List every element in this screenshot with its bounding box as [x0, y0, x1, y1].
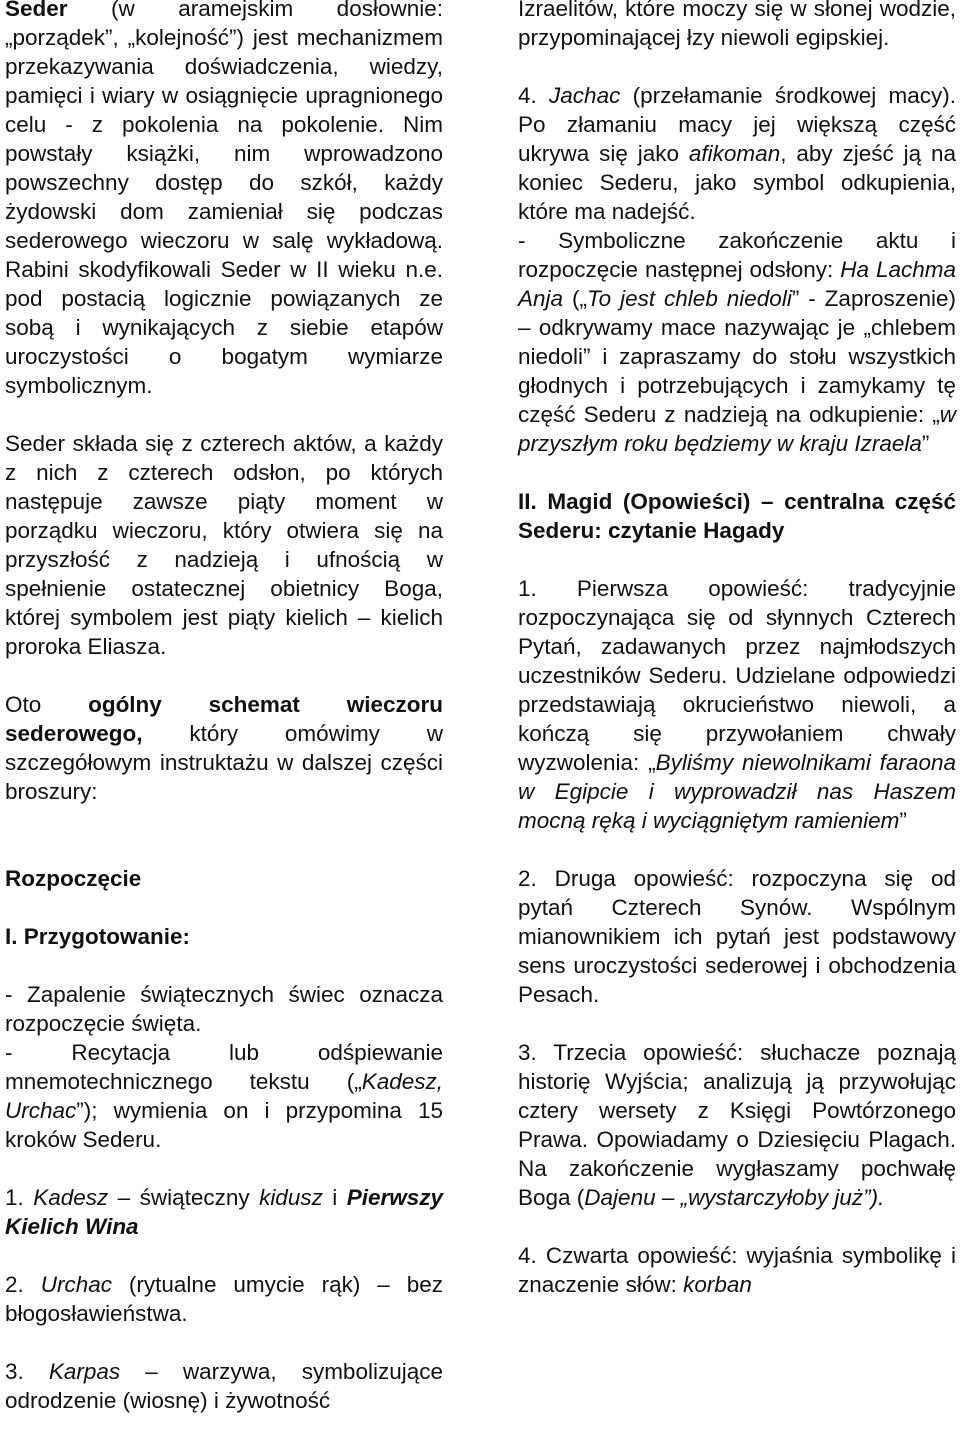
story-fourth: [518, 1241, 956, 1299]
schema-text-a: Oto: [5, 692, 89, 717]
step3-text: – warzywa, symbolizujące odrodzenie (wiosnę) i żywotność: [5, 1359, 443, 1413]
story-second: 2. Druga opowieść: rozpoczyna się od pytań Czterech Synów. Wspólnym mianownikiem ich pytań jest podstawowy sens uroczystości sederowej i obchodzenia Pesach.: [518, 866, 956, 1007]
step1-number: 1.: [5, 1185, 34, 1210]
sym-ha-lachma: Ha Lachma Anja: [518, 257, 956, 311]
right-column: [518, 0, 956, 1299]
step4-text-a: (przełamanie środkowej macy). Po złamaniu macy jej większą część ukrywa się jako: [518, 83, 956, 166]
heading-magid: II. Magid (Opowieści) – centralna część Sederu: czytanie Hagady: [518, 489, 956, 543]
story-first: [518, 574, 956, 835]
schema-text-b: który omówimy w szczegółowym instruktażu w dalszej części broszury:: [5, 721, 443, 804]
story3-text: 3. Trzecia opowieść: słuchacze poznają historię Wyjścia; analizują ją przywołując cztery wersety z Księgi Powtórzonego Prawa. Opowiadamy o Dziesięciu Plagach. Na zakończenie wygłaszamy pochwałę Boga (: [518, 1040, 956, 1210]
step4-jachac: Jachac: [549, 83, 621, 108]
heading-preparation: I. Przygotowanie:: [5, 924, 191, 949]
heading-start: Rozpoczęcie: [5, 866, 142, 891]
step1-first-cup: Pierwszy Kielich Wina: [5, 1185, 443, 1239]
step-jachac: [518, 81, 956, 226]
acts-paragraph: Seder składa się z czterech aktów, a każdy z nich z czterech odsłon, po których następuje zawsze piąty moment w porządku wieczoru, który otwiera się na przyszłość z nadzieją i ufnością w spełnienie ostatecznej obietnicy Boga, której symbolem jest piąty kielich – kielich proroka Eliasza.: [5, 431, 443, 659]
left-column: [5, 0, 443, 1415]
intro-text: (w aramejskim dosłownie: „porządek”, „kolejność”) jest mechanizmem przekazywania doświadczenia, wiedzy, pamięci i wiary w osiągnięcie upragnionego celu - z pokolenia na pokolenie. Nim powstały książki, nim wprowadzono powszechny dostęp do szkół, każdy żydowski dom zamieniał się podczas sederowego wieczoru w salę wykładową. Rabini skodyfikowali Seder w II wieku n.e. pod postacią logicznie powiązanych ze sobą i wynikających z siebie etapów uroczystości o bogatym wymiarze symbolicznym.: [5, 0, 443, 398]
step-kadesz: [5, 1183, 443, 1241]
karpas-continuation: Izraelitów, które moczy się w słonej wodzie, przypominającej łzy niewoli egipskiej.: [518, 0, 956, 50]
step3-number: 3.: [5, 1359, 49, 1384]
seder-term: Seder: [5, 0, 68, 21]
bullet-recitation: [5, 1038, 443, 1154]
story3-dajenu: Dajenu – „wystarczyłoby już”).: [584, 1185, 885, 1210]
step4-afikoman: afikoman: [688, 141, 781, 166]
step4-number: 4.: [518, 83, 550, 108]
sym-bread-of-affliction: To jest chleb niedoli: [586, 286, 792, 311]
bullet-candles: - Zapalenie świątecznych świec oznacza rozpoczęcie święta.: [5, 982, 443, 1036]
step-karpas: [5, 1357, 443, 1415]
sym-text-c: ” - Zaproszenie) – odkrywamy mace nazywając je „chlebem niedoli” i zapraszamy do stołu wszystkich głodnych i potrzebujących i zamykamy tę część Sederu z nadzieją na odkupienie: „: [518, 286, 956, 427]
recitation-text-a: - Recytacja lub odśpiewanie mnemotechnicznego tekstu („: [5, 1040, 443, 1094]
story-third: [518, 1038, 956, 1212]
step1-tail: i: [322, 1185, 347, 1210]
step-urchac: [5, 1270, 443, 1328]
story1-text: 1. Pierwsza opowieść: tradycyjnie rozpoczynająca się od słynnych Czterech Pytań, zadawanych przez najmłodszych uczestników Sederu. Udzielane odpowiedzi przedstawiają okrucieństwo niewoli, a kończą się przywołaniem chwały wyzwolenia: „: [518, 576, 956, 775]
recitation-text-b: ”); wymienia on i przypomina 15 kroków Sederu.: [5, 1098, 443, 1152]
schema-paragraph: [5, 690, 443, 806]
sym-text-b: („: [563, 286, 587, 311]
symbolic-ending: [518, 226, 956, 458]
story4-text: 4. Czwarta opowieść: wyjaśnia symbolikę i znaczenie słów:: [518, 1243, 956, 1297]
story1-close-quote: ”: [899, 808, 907, 833]
recitation-italic: Kadesz, Urchac: [5, 1069, 443, 1123]
story1-quote: Byliśmy niewolnikami faraona w Egipcie i wyprowadził nas Haszem mocną ręką i wyciągniętym ramieniem: [518, 750, 956, 833]
intro-paragraph: [5, 0, 443, 400]
step3-karpas: Karpas: [48, 1359, 121, 1384]
step1-kadesz: Kadesz: [33, 1185, 109, 1210]
schema-bold: ogólny schemat wieczoru sederowego,: [5, 692, 443, 746]
step1-kidusz: kidusz: [259, 1185, 323, 1210]
sym-text-a: - Symboliczne zakończenie aktu i rozpoczęcie następnej odsłony:: [518, 228, 956, 282]
step2-number: 2.: [5, 1272, 41, 1297]
step2-text: (rytualne umycie rąk) – bez błogosławieństwa.: [5, 1272, 443, 1326]
sym-next-year: w przyszłym roku będziemy w kraju Izraela: [518, 402, 956, 456]
story4-korban: korban: [683, 1272, 752, 1297]
step4-text-b: , aby zjeść ją na koniec Sederu, jako symbol odkupienia, które ma nadejść.: [518, 141, 956, 224]
step2-urchac: Urchac: [40, 1272, 112, 1297]
sym-text-d: ”: [921, 431, 930, 456]
step1-mid: – świąteczny: [108, 1185, 260, 1210]
